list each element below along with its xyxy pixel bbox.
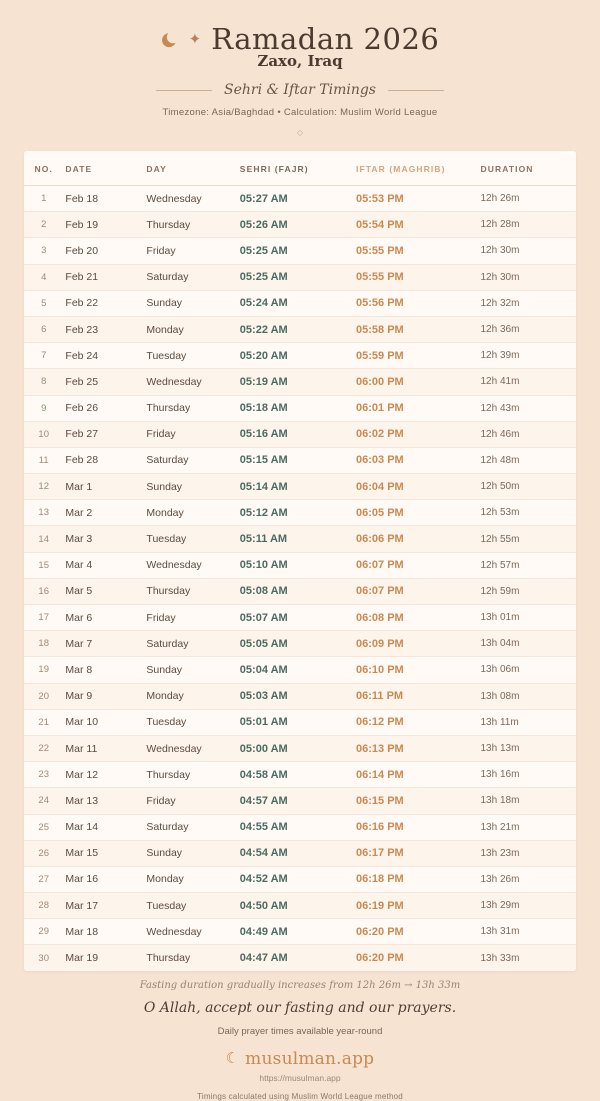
- cell-date: Mar 4: [63, 552, 146, 578]
- cell-iftar: 06:18 PM: [356, 866, 481, 892]
- cell-sehri: 04:52 AM: [240, 866, 356, 892]
- cell-iftar: 06:11 PM: [356, 683, 481, 709]
- cell-day: Wednesday: [146, 186, 239, 212]
- cell-iftar: 06:06 PM: [356, 526, 481, 552]
- cell-day: Tuesday: [146, 526, 239, 552]
- cell-date: Feb 20: [63, 238, 146, 264]
- cell-sehri: 05:14 AM: [240, 474, 356, 500]
- cell-duration: 12h 59m: [481, 578, 577, 604]
- cell-iftar: 06:20 PM: [356, 952, 404, 965]
- cell-duration: 13h 29m: [481, 893, 577, 919]
- table-row: [24, 788, 576, 814]
- diamond-ornament-icon: ◇: [296, 128, 304, 137]
- cell-date: Feb 28: [63, 447, 146, 473]
- cell-no: 29: [24, 919, 63, 945]
- cell-no: 27: [24, 866, 63, 892]
- cell-day: Thursday: [146, 212, 239, 238]
- cell-day: Monday: [146, 866, 239, 892]
- cell-no: 23: [24, 762, 63, 788]
- cell-duration: 13h 04m: [481, 631, 577, 657]
- cell-date: Feb 26: [63, 395, 146, 421]
- cell-sehri: 05:10 AM: [240, 552, 356, 578]
- cell-sehri: 05:25 AM: [240, 264, 356, 290]
- cell-day: Thursday: [146, 395, 239, 421]
- cell-iftar: 06:12 PM: [356, 709, 481, 735]
- cell-sehri: 05:07 AM: [240, 605, 356, 631]
- table-row: [24, 264, 576, 290]
- cell-iftar: 05:58 PM: [356, 316, 481, 342]
- cell-date: Mar 18: [63, 919, 146, 945]
- cell-no: 17: [24, 605, 63, 631]
- table-row: [24, 735, 576, 761]
- table-row: [24, 840, 576, 866]
- cell-duration: 12h 57m: [481, 552, 577, 578]
- table-row: [24, 762, 576, 788]
- cell-no: 6: [24, 316, 63, 342]
- cell-no: 25: [24, 814, 63, 840]
- table-row: [24, 814, 576, 840]
- location-subtitle: Zaxo, Iraq: [257, 52, 343, 70]
- table-header: [24, 151, 576, 186]
- cell-day: Thursday: [146, 952, 191, 965]
- cell-no: 3: [24, 238, 63, 264]
- timings-table-card: [24, 151, 576, 971]
- column-header-duration: DURATION: [481, 151, 577, 186]
- table-row: [24, 919, 576, 945]
- cell-sehri: 05:16 AM: [240, 421, 356, 447]
- fasting-duration-note: Fasting duration gradually increases from 12h 26m → 13h 33m: [139, 979, 461, 991]
- cell-sehri: 05:15 AM: [240, 447, 356, 473]
- cell-day: Monday: [146, 500, 239, 526]
- page-footer: [0, 980, 600, 1101]
- cell-duration: 13h 26m: [481, 866, 577, 892]
- cell-day: Sunday: [146, 657, 239, 683]
- cell-day: Friday: [146, 421, 239, 447]
- cell-date: Mar 16: [63, 866, 146, 892]
- cell-no: 21: [24, 709, 63, 735]
- cell-duration: 13h 31m: [481, 919, 577, 945]
- table-row: [24, 605, 576, 631]
- cell-date: Mar 8: [63, 657, 146, 683]
- cell-day: Saturday: [146, 264, 239, 290]
- cell-no: 13: [24, 500, 63, 526]
- cell-date: Feb 19: [63, 212, 146, 238]
- cell-iftar: 06:14 PM: [356, 762, 481, 788]
- cell-duration: 12h 46m: [481, 421, 577, 447]
- cell-sehri: 04:58 AM: [240, 762, 356, 788]
- cell-duration: 13h 13m: [481, 735, 577, 761]
- cell-no: 18: [24, 631, 63, 657]
- cell-iftar: 06:09 PM: [356, 631, 481, 657]
- cell-date: Mar 12: [63, 762, 146, 788]
- table-row: [24, 395, 576, 421]
- cell-duration: 12h 53m: [481, 500, 577, 526]
- cell-no: 16: [24, 578, 63, 604]
- cell-day: Thursday: [146, 578, 239, 604]
- cell-iftar: 05:55 PM: [356, 238, 481, 264]
- brand-url[interactable]: https://musulman.app: [259, 1072, 341, 1083]
- page-title: Ramadan 2026: [211, 22, 440, 56]
- cell-sehri: 05:26 AM: [240, 212, 356, 238]
- cell-date: Feb 22: [63, 290, 146, 316]
- table-row: [24, 526, 576, 552]
- cell-duration: 12h 32m: [481, 290, 577, 316]
- cell-no: 1: [24, 186, 63, 212]
- cell-no: 22: [24, 735, 63, 761]
- cell-duration: 13h 16m: [481, 762, 577, 788]
- cell-date: Mar 10: [63, 709, 146, 735]
- cell-iftar: 06:07 PM: [356, 552, 481, 578]
- cell-iftar: 05:54 PM: [356, 212, 481, 238]
- table-row: [24, 578, 576, 604]
- table-body: [24, 186, 576, 971]
- cell-sehri: 05:27 AM: [240, 186, 356, 212]
- table-row: [24, 945, 576, 971]
- cell-iftar: 06:16 PM: [356, 814, 481, 840]
- table-row: [24, 212, 576, 238]
- cell-no: 15: [24, 552, 63, 578]
- title-row: [0, 22, 600, 56]
- cell-duration: 13h 08m: [481, 683, 577, 709]
- cell-day: Monday: [146, 316, 239, 342]
- cell-duration: 12h 30m: [481, 238, 577, 264]
- cell-date: Mar 15: [63, 840, 146, 866]
- cell-date: Mar 3: [63, 526, 146, 552]
- cell-date: Feb 21: [63, 264, 146, 290]
- cell-day: Sunday: [146, 290, 239, 316]
- cell-no: 10: [24, 421, 63, 447]
- table-row: [24, 369, 576, 395]
- cell-duration: 13h 11m: [481, 709, 577, 735]
- cell-duration: 12h 26m: [481, 186, 577, 212]
- cell-date: Mar 2: [63, 500, 146, 526]
- cell-iftar: 06:07 PM: [356, 578, 481, 604]
- cell-iftar: 06:10 PM: [356, 657, 481, 683]
- cell-duration: 12h 30m: [481, 264, 577, 290]
- column-header-day: DAY: [146, 151, 239, 186]
- cell-date: Feb 24: [63, 343, 146, 369]
- cell-no: 5: [24, 290, 63, 316]
- cell-sehri: 04:49 AM: [240, 919, 356, 945]
- cell-sehri: 04:50 AM: [240, 893, 356, 919]
- cell-no: 26: [24, 840, 63, 866]
- cell-sehri: 05:01 AM: [240, 709, 356, 735]
- cell-iftar: 06:05 PM: [356, 500, 481, 526]
- cell-sehri: 05:12 AM: [240, 500, 356, 526]
- column-header-sehri: SEHRI (FAJR): [240, 151, 356, 186]
- table-row: [24, 447, 576, 473]
- cell-duration: 12h 55m: [481, 526, 577, 552]
- cell-sehri: 05:25 AM: [240, 238, 356, 264]
- cell-duration: 12h 36m: [481, 316, 577, 342]
- cell-duration: 13h 33m: [480, 952, 520, 964]
- table-row: [24, 343, 576, 369]
- cell-duration: 13h 21m: [481, 814, 577, 840]
- cell-iftar: 06:20 PM: [356, 919, 481, 945]
- cell-sehri: 04:55 AM: [240, 814, 356, 840]
- cell-duration: 12h 41m: [481, 369, 577, 395]
- brand-row[interactable]: [0, 1049, 600, 1069]
- page-header: [0, 0, 600, 137]
- table-row: [24, 290, 576, 316]
- table-header-row: [24, 151, 576, 186]
- cell-date: Mar 7: [63, 631, 146, 657]
- table-row: [24, 500, 576, 526]
- divider-line-right: [388, 90, 444, 91]
- cell-iftar: 06:15 PM: [356, 788, 481, 814]
- cell-day: Tuesday: [146, 893, 239, 919]
- table-row: [24, 866, 576, 892]
- cell-iftar: 06:04 PM: [356, 474, 481, 500]
- cell-day: Sunday: [146, 474, 239, 500]
- cell-sehri: 04:47 AM: [239, 952, 288, 965]
- cell-duration: 12h 48m: [481, 447, 577, 473]
- crescent-moon-icon: [161, 29, 181, 49]
- cell-iftar: 06:13 PM: [356, 735, 481, 761]
- cell-no: 4: [24, 264, 63, 290]
- cell-iftar: 06:17 PM: [356, 840, 481, 866]
- cell-date: Mar 5: [63, 578, 146, 604]
- cell-day: Wednesday: [146, 919, 239, 945]
- table-row: [24, 316, 576, 342]
- cell-sehri: 05:20 AM: [240, 343, 356, 369]
- cell-iftar: 06:01 PM: [356, 395, 481, 421]
- table-row: [24, 186, 576, 212]
- cell-date: Mar 6: [63, 605, 146, 631]
- cell-iftar: 06:03 PM: [356, 447, 481, 473]
- section-divider: [0, 82, 600, 98]
- cell-no: 9: [24, 395, 63, 421]
- cell-day: Tuesday: [146, 343, 239, 369]
- cell-iftar: 06:02 PM: [356, 421, 481, 447]
- cell-no: 24: [24, 788, 63, 814]
- table-row: [24, 474, 576, 500]
- column-header-date: DATE: [63, 151, 146, 186]
- cell-duration: 13h 23m: [481, 840, 577, 866]
- cell-no: 19: [24, 657, 63, 683]
- dua-text: O Allah, accept our fasting and our prayers.: [143, 999, 457, 1016]
- cell-date: Mar 1: [63, 474, 146, 500]
- cell-date: Mar 17: [63, 893, 146, 919]
- section-label: Sehri & Iftar Timings: [224, 82, 376, 98]
- column-header-no: NO.: [24, 151, 63, 186]
- cell-sehri: 05:00 AM: [240, 735, 356, 761]
- cell-iftar: 05:55 PM: [356, 264, 481, 290]
- table-row: [24, 238, 576, 264]
- table-row: [24, 709, 576, 735]
- cell-sehri: 04:57 AM: [240, 788, 356, 814]
- cell-day: Tuesday: [146, 709, 239, 735]
- cell-iftar: 06:00 PM: [356, 369, 481, 395]
- table-row: [24, 657, 576, 683]
- cell-date: Feb 23: [63, 316, 146, 342]
- cell-day: Saturday: [146, 814, 239, 840]
- cell-day: Sunday: [146, 840, 239, 866]
- cell-sehri: 05:03 AM: [240, 683, 356, 709]
- cell-date: Feb 25: [63, 369, 146, 395]
- calculation-method-note: Timings calculated using Muslim World League method: [197, 1091, 403, 1101]
- cell-iftar: 06:19 PM: [356, 893, 481, 919]
- cell-no: 30: [38, 952, 49, 964]
- table-row: [24, 683, 576, 709]
- cell-date: Mar 9: [63, 683, 146, 709]
- cell-iftar: 05:56 PM: [356, 290, 481, 316]
- cell-no: 20: [24, 683, 63, 709]
- cell-day: Monday: [146, 683, 239, 709]
- cell-date: Mar 11: [63, 735, 146, 761]
- cell-duration: 13h 01m: [481, 605, 577, 631]
- cell-no: 28: [24, 893, 63, 919]
- table-row: [24, 552, 576, 578]
- cell-day: Saturday: [146, 631, 239, 657]
- cell-duration: 12h 28m: [481, 212, 577, 238]
- cell-no: 7: [24, 343, 63, 369]
- cell-iftar: 05:59 PM: [356, 343, 481, 369]
- cell-day: Wednesday: [146, 552, 239, 578]
- cell-sehri: 05:19 AM: [240, 369, 356, 395]
- cell-sehri: 04:54 AM: [240, 840, 356, 866]
- cell-no: 12: [24, 474, 63, 500]
- timings-table: [24, 151, 576, 971]
- cell-day: Thursday: [146, 762, 239, 788]
- cell-sehri: 05:08 AM: [240, 578, 356, 604]
- cell-sehri: 05:18 AM: [240, 395, 356, 421]
- cell-no: 14: [24, 526, 63, 552]
- column-header-iftar: IFTAR (MAGHRIB): [356, 151, 481, 186]
- timezone-calculation-meta: Timezone: Asia/Baghdad • Calculation: Muslim World League: [162, 107, 438, 118]
- cell-no: 8: [24, 369, 63, 395]
- table-row: [24, 893, 576, 919]
- cell-date: Mar 13: [63, 788, 146, 814]
- cell-no: 2: [24, 212, 63, 238]
- cell-day: Wednesday: [146, 369, 239, 395]
- cell-iftar: 06:08 PM: [356, 605, 481, 631]
- cell-date: Feb 18: [63, 186, 146, 212]
- cell-sehri: 05:22 AM: [240, 316, 356, 342]
- cell-sehri: 05:24 AM: [240, 290, 356, 316]
- cell-date: Mar 19: [65, 952, 99, 965]
- cell-day: Friday: [146, 788, 239, 814]
- four-point-star-icon: ✦: [188, 30, 202, 48]
- table-row: [24, 631, 576, 657]
- cell-day: Wednesday: [146, 735, 239, 761]
- brand-crescent-moon-icon: ☾: [225, 1050, 240, 1068]
- cell-no: 11: [24, 447, 63, 473]
- cell-date: Mar 14: [63, 814, 146, 840]
- cell-date: Feb 27: [63, 421, 146, 447]
- brand-name[interactable]: musulman.app: [245, 1048, 375, 1069]
- cell-day: Friday: [146, 605, 239, 631]
- cell-day: Saturday: [146, 447, 239, 473]
- cell-iftar: 05:53 PM: [356, 186, 481, 212]
- table-row: [24, 421, 576, 447]
- divider-line-left: [156, 90, 212, 91]
- cell-duration: 12h 39m: [481, 343, 577, 369]
- cell-sehri: 05:11 AM: [240, 526, 356, 552]
- cell-duration: 12h 50m: [481, 474, 577, 500]
- cell-sehri: 05:05 AM: [240, 631, 356, 657]
- cell-duration: 13h 06m: [481, 657, 577, 683]
- daily-times-note: Daily prayer times available year-round: [217, 1025, 383, 1037]
- cell-duration: 12h 43m: [481, 395, 577, 421]
- cell-sehri: 05:04 AM: [240, 657, 356, 683]
- cell-duration: 13h 18m: [481, 788, 577, 814]
- cell-day: Friday: [146, 238, 239, 264]
